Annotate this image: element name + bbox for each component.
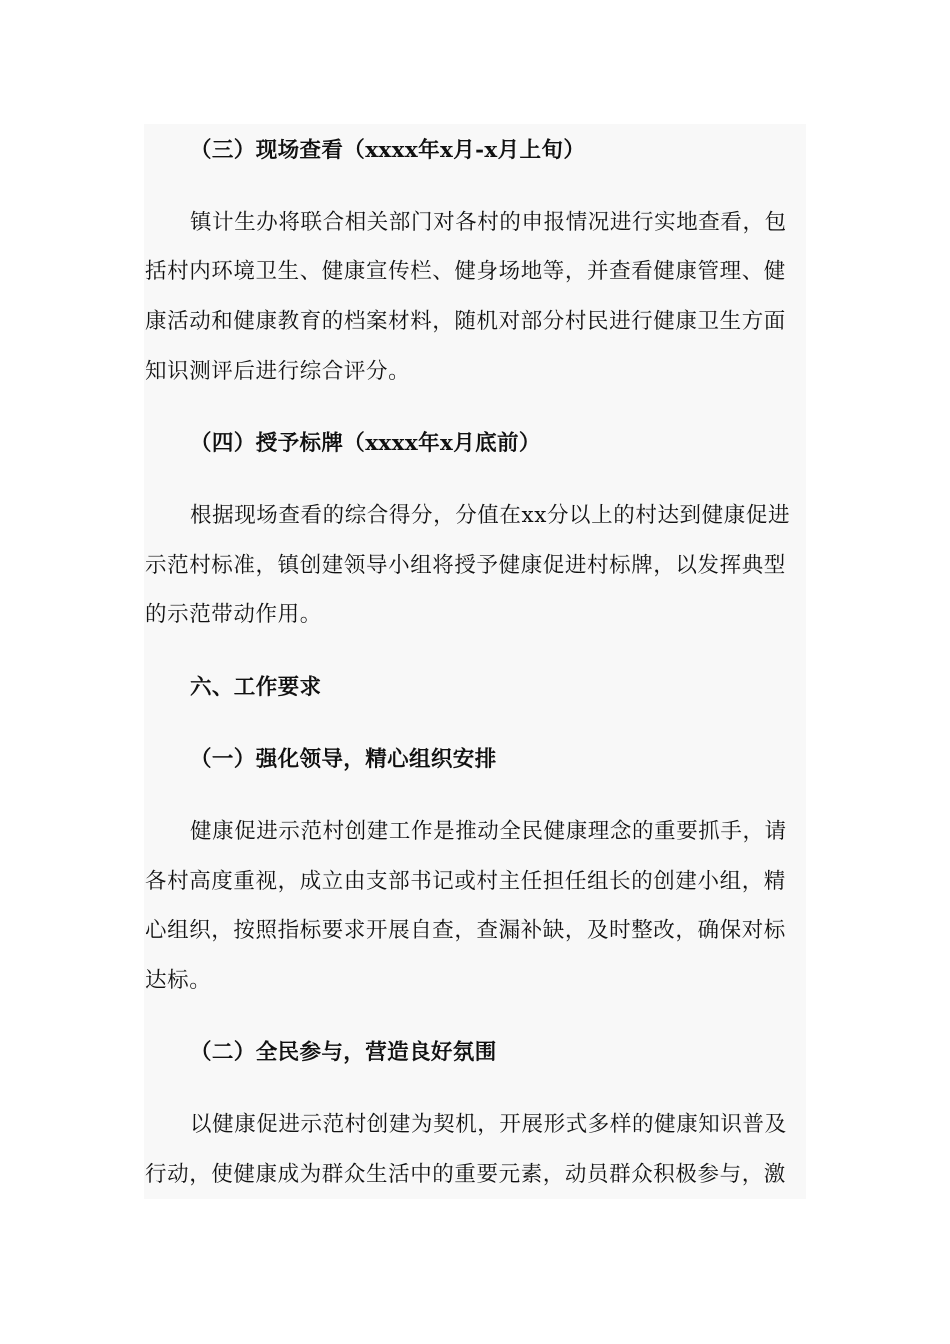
paragraph-line: 心组织，按照指标要求开展自查，查漏补缺，及时整改，确保对标	[145, 918, 786, 943]
paragraph-line: 各村高度重视，成立由支部书记或村主任担任组长的创建小组，精	[145, 869, 786, 894]
chapter-heading-work-requirements: 六、工作要求	[190, 675, 322, 700]
paragraph-line: 的示范带动作用。	[145, 602, 322, 627]
section-heading-site-inspection: （三）现场查看（xxxx年x月-x月上旬）	[190, 138, 586, 163]
paragraph-line: 康活动和健康教育的档案材料，随机对部分村民进行健康卫生方面	[145, 309, 786, 334]
paragraph-line: 行动，使健康成为群众生活中的重要元素，动员群众积极参与，激	[145, 1162, 786, 1187]
paragraph-line: 镇计生办将联合相关部门对各村的申报情况进行实地查看，包	[190, 210, 787, 235]
paragraph-line: 示范村标准，镇创建领导小组将授予健康促进村标牌，以发挥典型	[145, 553, 786, 578]
paragraph-line: 括村内环境卫生、健康宣传栏、健身场地等，并查看健康管理、健	[145, 259, 786, 284]
section-heading-public-participation: （二）全民参与，营造良好氛围	[190, 1040, 497, 1065]
section-heading-award-plaque: （四）授予标牌（xxxx年x月底前）	[190, 431, 541, 456]
paragraph-line: 根据现场查看的综合得分，分值在xx分以上的村达到健康促进	[190, 503, 791, 528]
paragraph-line: 知识测评后进行综合评分。	[145, 359, 411, 384]
paragraph-line: 以健康促进示范村创建为契机，开展形式多样的健康知识普及	[190, 1112, 787, 1137]
paragraph-line: 达标。	[145, 968, 212, 993]
paragraph-line: 健康促进示范村创建工作是推动全民健康理念的重要抓手，请	[190, 819, 787, 844]
section-heading-strengthen-leadership: （一）强化领导，精心组织安排	[190, 747, 497, 772]
